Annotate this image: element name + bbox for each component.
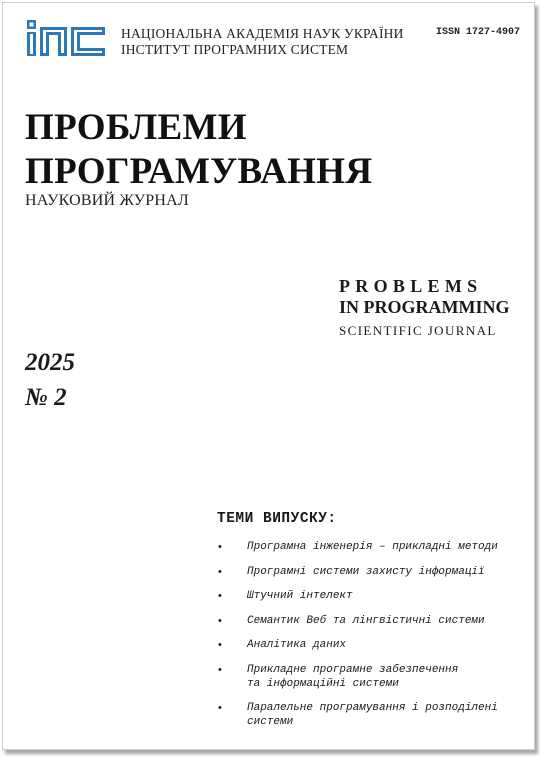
issn-number: ISSN 1727-4907 (435, 27, 520, 38)
english-title-line-1: PROBLEMS (339, 276, 483, 296)
bullet-icon: • (218, 565, 222, 578)
topic-text: Прикладне програмне забезпечення та інформаційні системи (247, 663, 459, 690)
title-line-2: ПРОГРАМУВАННЯ (25, 151, 373, 192)
topics-heading: ТЕМИ ВИПУСКУ: (217, 511, 337, 527)
journal-title (25, 106, 372, 194)
bullet-icon: • (218, 590, 222, 602)
bullet-icon: • (218, 541, 222, 553)
english-title-block (339, 275, 509, 342)
topic-text: Програмні системи захисту інформації (247, 565, 485, 578)
topic-text: Програмна інженерія – прикладні методи (247, 541, 498, 553)
bullet-icon: • (218, 639, 222, 651)
org-line-institute: ІНСТИТУТ ПРОГРАМНИХ СИСТЕМ (121, 42, 349, 57)
english-subtitle: SCIENTIFIC JOURNAL (339, 323, 497, 338)
topics-list (217, 540, 527, 740)
bullet-icon: • (218, 614, 222, 627)
org-line-academy: НАЦІОНАЛЬНА АКАДЕМІЯ НАУК УКРАЇНИ (121, 26, 404, 41)
topic-item (217, 663, 527, 691)
bullet-icon: • (218, 663, 222, 676)
title-line-1: ПРОБЛЕМИ (25, 107, 247, 148)
institute-logo (27, 20, 105, 56)
topic-text: Паралельне програмування і розподілені системи (247, 702, 498, 728)
english-title-line-2: IN PROGRAMMING (339, 297, 510, 317)
topic-item (217, 540, 527, 554)
topic-text: Семантик Веб та лінгвістичні системи (247, 614, 485, 627)
journal-cover (2, 2, 535, 750)
topic-text: Штучний інтелект (247, 590, 353, 602)
issue-year: 2025 (25, 349, 75, 376)
topic-item (217, 701, 527, 729)
bullet-icon: • (218, 702, 222, 714)
topic-item (217, 638, 527, 652)
topic-item (217, 589, 527, 603)
topic-text: Аналітика даних (247, 639, 347, 651)
journal-subtitle-ua: НАУКОВИЙ ЖУРНАЛ (25, 192, 189, 209)
organization-name (121, 26, 404, 58)
issue-number: № 2 (25, 384, 67, 411)
topic-item (217, 565, 527, 579)
topic-item (217, 614, 527, 628)
